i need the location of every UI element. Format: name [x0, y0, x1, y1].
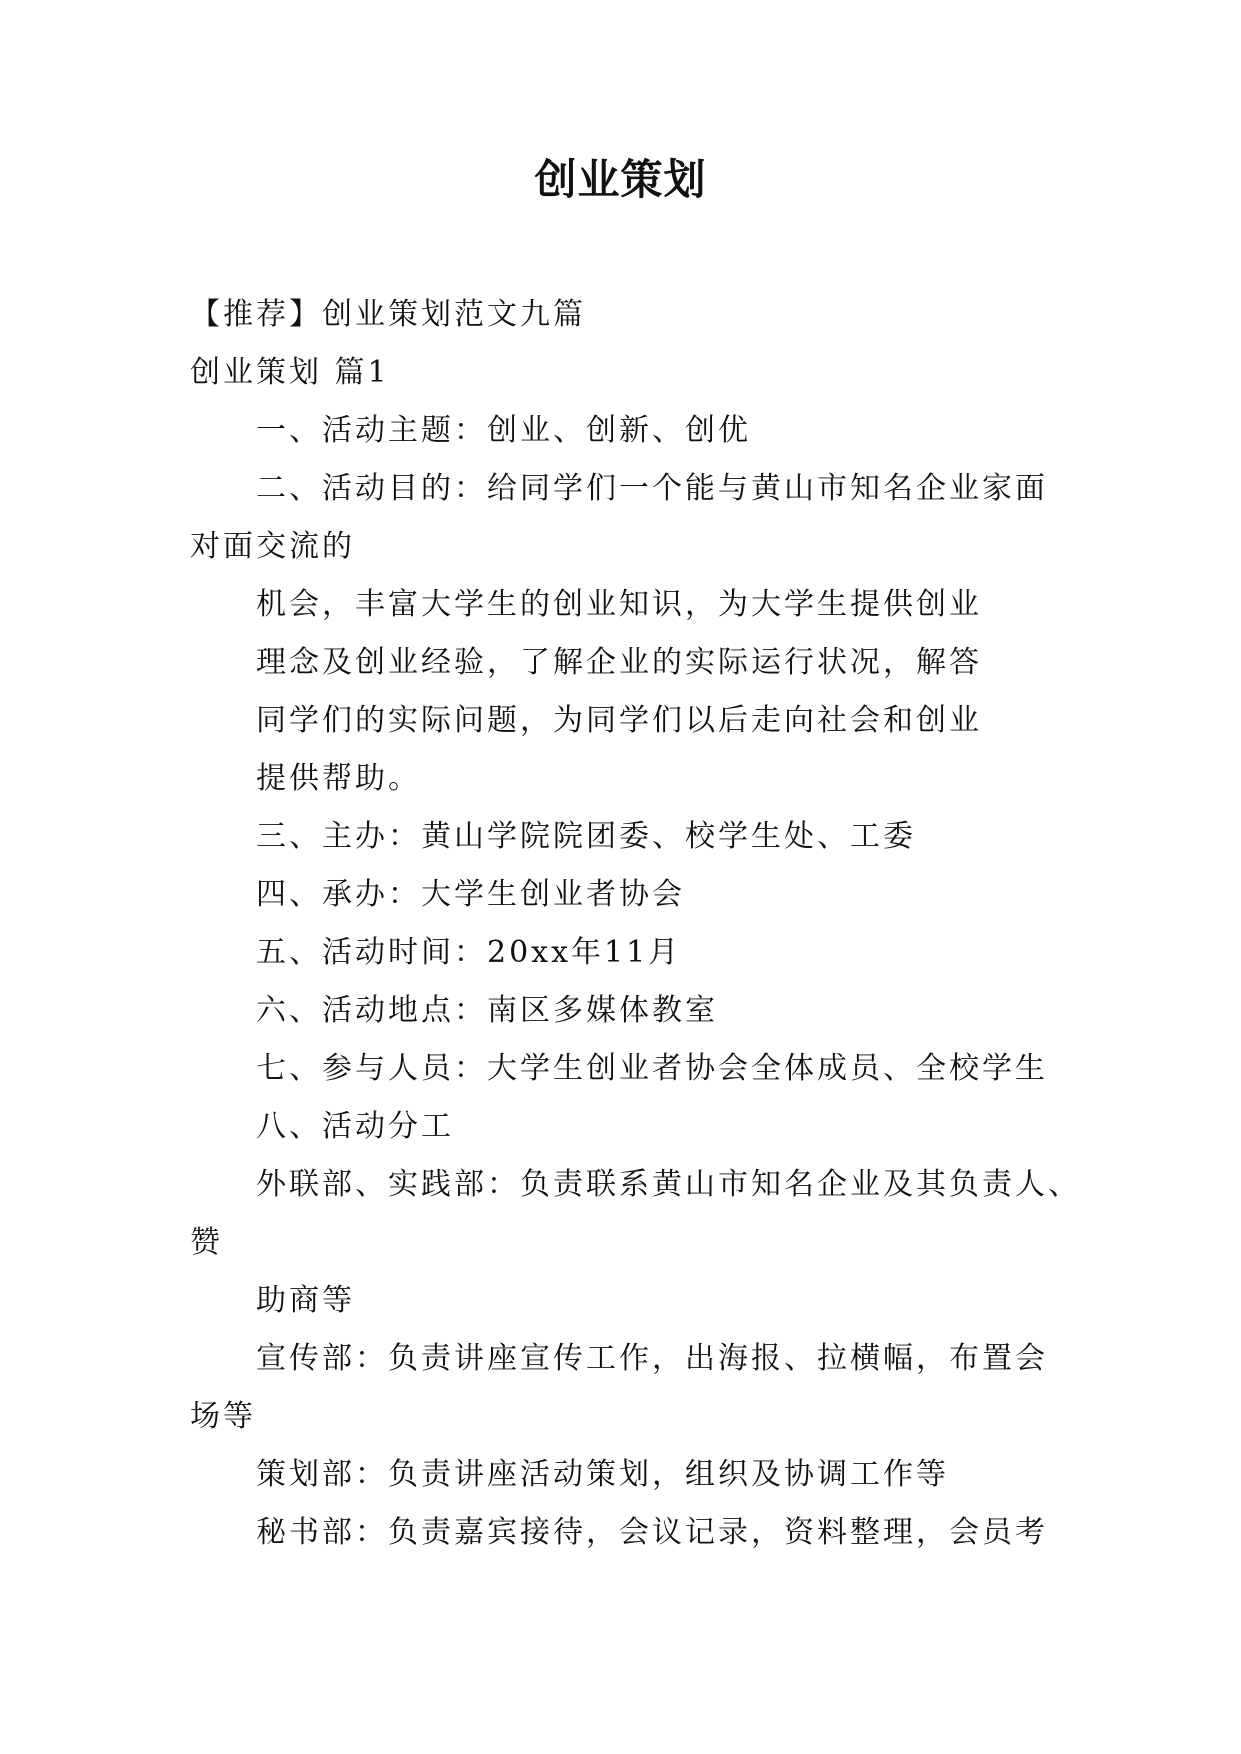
paragraph-line: 理念及创业经验，了解企业的实际运行状况，解答 — [256, 645, 982, 680]
paragraph-line: 一、活动主题：创业、创新、创优 — [256, 413, 751, 448]
paragraph-line: 八、活动分工 — [256, 1109, 454, 1144]
paragraph-line: 外联部、实践部：负责联系黄山市知名企业及其负责人、 — [256, 1167, 1081, 1202]
paragraph-line: 策划部：负责讲座活动策划，组织及协调工作等 — [256, 1457, 949, 1492]
document-title: 创业策划 — [534, 155, 707, 204]
paragraph-line: 六、活动地点：南区多媒体教室 — [256, 993, 718, 1028]
paragraph-line: 赞 — [190, 1225, 223, 1260]
paragraph-line: 机会，丰富大学生的创业知识，为大学生提供创业 — [256, 587, 982, 622]
paragraph-line: 四、承办：大学生创业者协会 — [256, 877, 685, 912]
paragraph-line: 提供帮助。 — [256, 761, 421, 796]
section-heading: 创业策划 篇1 — [190, 355, 390, 390]
paragraph-line: 五、活动时间：20xx年11月 — [256, 935, 682, 970]
paragraph-line: 秘书部：负责嘉宾接待，会议记录，资料整理，会员考 — [256, 1515, 1048, 1550]
paragraph-line: 宣传部：负责讲座宣传工作，出海报、拉横幅，布置会 — [256, 1341, 1048, 1376]
heading-recommend: 【推荐】创业策划范文九篇 — [190, 297, 586, 332]
paragraph-line: 助商等 — [256, 1283, 355, 1318]
paragraph-line: 七、参与人员：大学生创业者协会全体成员、全校学生 — [256, 1051, 1048, 1086]
paragraph-line: 对面交流的 — [190, 529, 355, 564]
paragraph-line: 同学们的实际问题，为同学们以后走向社会和创业 — [256, 703, 982, 738]
paragraph-line: 场等 — [190, 1399, 256, 1434]
paragraph-line: 三、主办：黄山学院院团委、校学生处、工委 — [256, 819, 916, 854]
paragraph-line: 二、活动目的：给同学们一个能与黄山市知名企业家面 — [256, 471, 1048, 506]
